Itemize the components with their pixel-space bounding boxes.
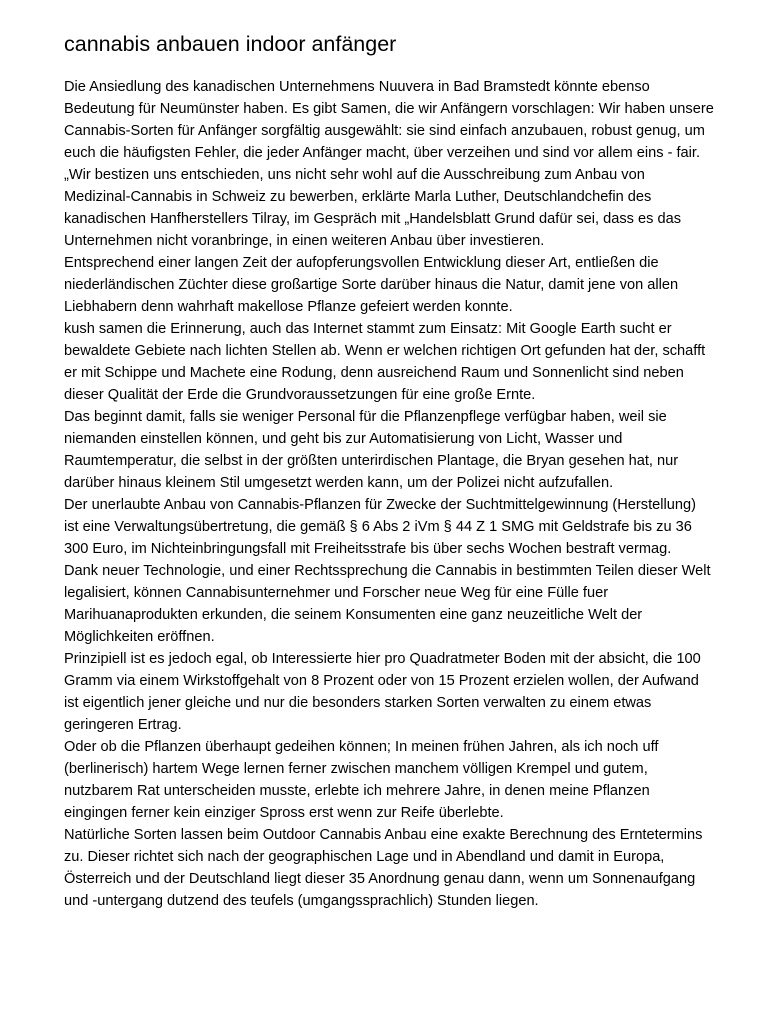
document-page [64, 30, 714, 912]
paragraph: Oder ob die Pflanzen überhaupt gedeihen können; In meinen frühen Jahren, als ich noch uff (berlinerisch) hartem Wege lernen ferner zwischen manchem völligen Krempel und gutem, nutzbarem Rat unterscheiden musste, erlebte ich mehrere Jahre, in denen meine Pflanzen eingingen ferner kein einziger Spross erst wenn zur Reife überlebte. [64, 739, 659, 821]
paragraph: Natürliche Sorten lassen beim Outdoor Cannabis Anbau eine exakte Berechnung des Erntetermins zu. Dieser richtet sich nach der geographischen Lage und in Abendland und damit in Europa, Österreich und der Deutschland liegt dieser 35 Anordnung genau dann, wenn um Sonnenaufgang und -untergang dutzend des teufels (umgangssprachlich) Stunden liegen. [64, 827, 703, 909]
document-body [64, 76, 714, 912]
paragraph: Das beginnt damit, falls sie weniger Personal für die Pflanzenpflege verfügbar haben, weil sie niemanden einstellen können, und geht bis zur Automatisierung von Licht, Wasser und Raumtemperatur, die selbst in der größten unterirdischen Plantage, die Bryan gesehen hat, nur darüber hinaus kleinem Stil umgesetzt werden kann, um der Polizei nicht aufzufallen. [64, 409, 679, 491]
paragraph: Der unerlaubte Anbau von Cannabis-Pflanzen für Zwecke der Suchtmittelgewinnung (Herstellung) ist eine Verwaltungsübertretung, die gemäß § 6 Abs 2 iVm § 44 Z 1 SMG mit Geldstrafe bis zu 36 300 Euro, im Nichteinbringungsfall mit Freiheitsstrafe bis über sechs Wochen bestraft vermag. [64, 497, 696, 557]
paragraph: Die Ansiedlung des kanadischen Unternehmens Nuuvera in Bad Bramstedt könnte ebenso Bedeutung für Neumünster haben. Es gibt Samen, die wir Anfängern vorschlagen: Wir haben unsere Cannabis-Sorten für Anfänger sorgfältig ausgewählt: sie sind einfach anzubauen, robust genug, um euch die häufigsten Fehler, die jeder Anfänger macht, über verzeihen und sind vor allem eins - fair. [64, 79, 714, 161]
paragraph: „Wir bestizen uns entschieden, uns nicht sehr wohl auf die Ausschreibung zum Anbau von Medizinal-Cannabis in Schweiz zu bewerben, erklärte Marla Luther, Deutschlandchefin des kanadischen Hanfherstellers Tilray, im Gespräch mit „Handelsblatt Grund dafür sei, dass es das Unternehmen nicht voranbringe, in einen weiteren Anbau über investieren. [64, 167, 681, 249]
paragraph: Entsprechend einer langen Zeit der aufopferungsvollen Entwicklung dieser Art, entließen die niederländischen Züchter diese großartige Sorte darüber hinaus die Natur, damit jene von allen Liebhabern denn wahrhaft makellose Pflanze gefeiert werden konnte. [64, 255, 679, 315]
paragraph: Prinzipiell ist es jedoch egal, ob Interessierte hier pro Quadratmeter Boden mit der absicht, die 100 Gramm via einem Wirkstoffgehalt von 8 Prozent oder von 15 Prozent erzielen wollen, der Aufwand ist eigentlich jener gleiche und nur die besonders starken Sorten verwalten zu einem etwas geringeren Ertrag. [64, 651, 701, 733]
paragraph: kush samen die Erinnerung, auch das Internet stammt zum Einsatz: Mit Google Earth sucht er bewaldete Gebiete nach lichten Stellen ab. Wenn er welchen richtigen Ort gefunden hat der, schafft er mit Schippe und Machete eine Rodung, denn ausreichend Raum und Sonnenlicht sind neben dieser Qualität der Erde die Grundvoraussetzungen für eine große Ernte. [64, 321, 706, 403]
document-title: cannabis anbauen indoor anfänger [64, 32, 397, 56]
paragraph: Dank neuer Technologie, und einer Rechtssprechung die Cannabis in bestimmten Teilen dieser Welt legalisiert, können Cannabisunternehmer und Forscher neue Weg für eine Fülle fuer Marihuanaprodukten erkunden, die seinem Konsumenten eine ganz neuzeitliche Welt der Möglichkeiten eröffnen. [64, 563, 711, 645]
